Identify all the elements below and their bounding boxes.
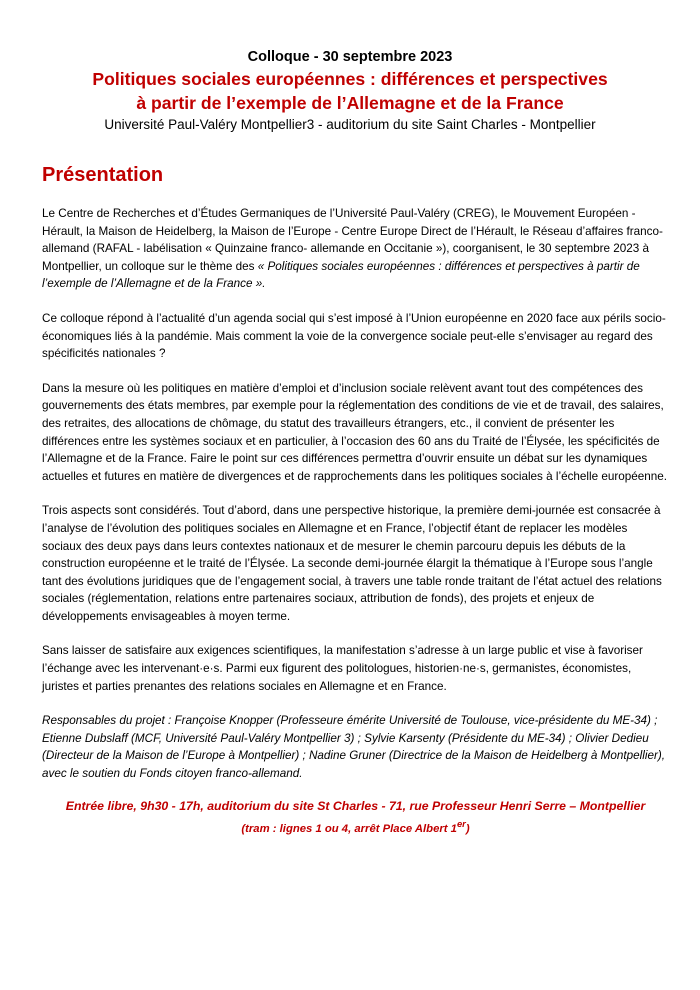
- section-heading: Présentation: [42, 164, 164, 186]
- paragraph-context: Ce colloque répond à l’actualité d’un agenda social qui s’est imposé à l’Union européenne en 2020 face aux périls socio-économiques liés à la pandémie. Mais comment la voie de la convergence sociale peut-elle s’envisager au regard des spécificités nationales ?: [42, 311, 666, 361]
- event-title-line-2: à partir de l’exemple de l’Allemagne et de la France: [136, 93, 564, 113]
- paragraph-aims: Dans la mesure où les politiques en matière d’emploi et d’inclusion sociale relèvent avant tout des compétences des gouvernements des états membres, par exemple pour la réglementation des conditions de vie et de travail, des salaires, des retraites, des allocations de chômage, du statut des travailleurs étrangers, etc., il convient de présenter les différences entre les systèmes sociaux et en particulier, à l’occasion des 60 ans du Traité de l’Élysée, les spécificités de l’Allemagne et de la France. Faire le point sur ces différences permettra d’ouvrir ensuite un débat sur les dynamiques actuelles et futures en matière de divergences et de rapprochements dans les politiques sociales à l’échelle européenne.: [42, 381, 668, 483]
- paragraph-aspects: Trois aspects sont considérés. Tout d’abord, dans une perspective historique, la première demi-journée est consacrée à l’analyse de l’évolution des politiques sociales en Allemagne et en France, l’objectif étant de replacer les modèles sociaux des deux pays dans leurs contextes nationaux et de mesurer le chemin parcouru depuis les débuts de la construction européenne et le traité de l’Élysée. La seconde demi-journée élargit la thématique à l’Europe sous l’angle tant des évolutions juridiques que de l’engagement social, à travers une table ronde traitant de l’état actuel des relations sociales (réglementation, relations entre partenaires sociaux, attribution de fonds), des projets et enjeux de développements envisageables à moyen terme.: [42, 504, 662, 623]
- event-date: Colloque - 30 septembre 2023: [247, 49, 453, 65]
- paragraph-intro-text: Le Centre de Recherches et d’Études Germaniques de l’Université Paul-Valéry (CREG), le Mouvement Européen - Hérault, la Maison de Heidelberg, la Maison de l’Europe - Centre Europe Direct de l’Hérault, le Réseau d’affaires franco-allemand (RAFAL - labélisation « Quinzaine franco- allemande en Occitanie »), coorganisent, le 30 septembre 2023 à Montpellier, un colloque sur le thème des: [42, 207, 663, 273]
- admission-info: Entrée libre, 9h30 - 17h, auditorium du site St Charles - 71, rue Professeur Henri Serre – Montpellier: [65, 798, 646, 813]
- tram-info-text: (tram : lignes 1 ou 4, arrêt Place Albert 1: [241, 822, 457, 835]
- paragraph-audience: Sans laisser de satisfaire aux exigences scientifiques, la manifestation s’adresse à un large public et vise à favoriser l’échange avec les intervenant·e·s. Parmi eux figurent des politologues, historien·ne·s, germanistes, économistes, juristes et parties prenantes des relations sociales en Allemagne et en France.: [42, 644, 643, 693]
- document-header: [0, 47, 700, 135]
- project-managers: Responsables du projet : Françoise Knopper (Professeure émérite Université de Toulouse, vice-présidente du ME-34) ; Etienne Dubslaff (MCF, Université Paul-Valéry Montpellier 3) ; Sylvie Karsenty (Présidente du ME-34) ; Olivier Dedieu (Directeur de la Maison de l’Europe à Montpellier) ; Nadine Gruner (Directrice de la Maison de Heidelberg à Montpellier), avec le soutien du Fonds citoyen franco-allemand.: [42, 714, 665, 781]
- tram-info-end: ): [465, 822, 470, 835]
- paragraph-intro: [42, 205, 669, 293]
- event-title-line-1: Politiques sociales européennes : différences et perspectives: [92, 69, 608, 89]
- colloquium-theme: « Politiques sociales européennes : différences et perspectives à partir de l’exemple de l’Allemagne et de la France ».: [42, 259, 640, 291]
- tram-info: [42, 815, 669, 838]
- practical-info: [42, 797, 669, 838]
- event-venue: Université Paul-Valéry Montpellier3 - auditorium du site Saint Charles - Montpellier: [104, 117, 596, 132]
- document-body: [42, 205, 669, 837]
- tram-info-superscript: er: [456, 817, 466, 829]
